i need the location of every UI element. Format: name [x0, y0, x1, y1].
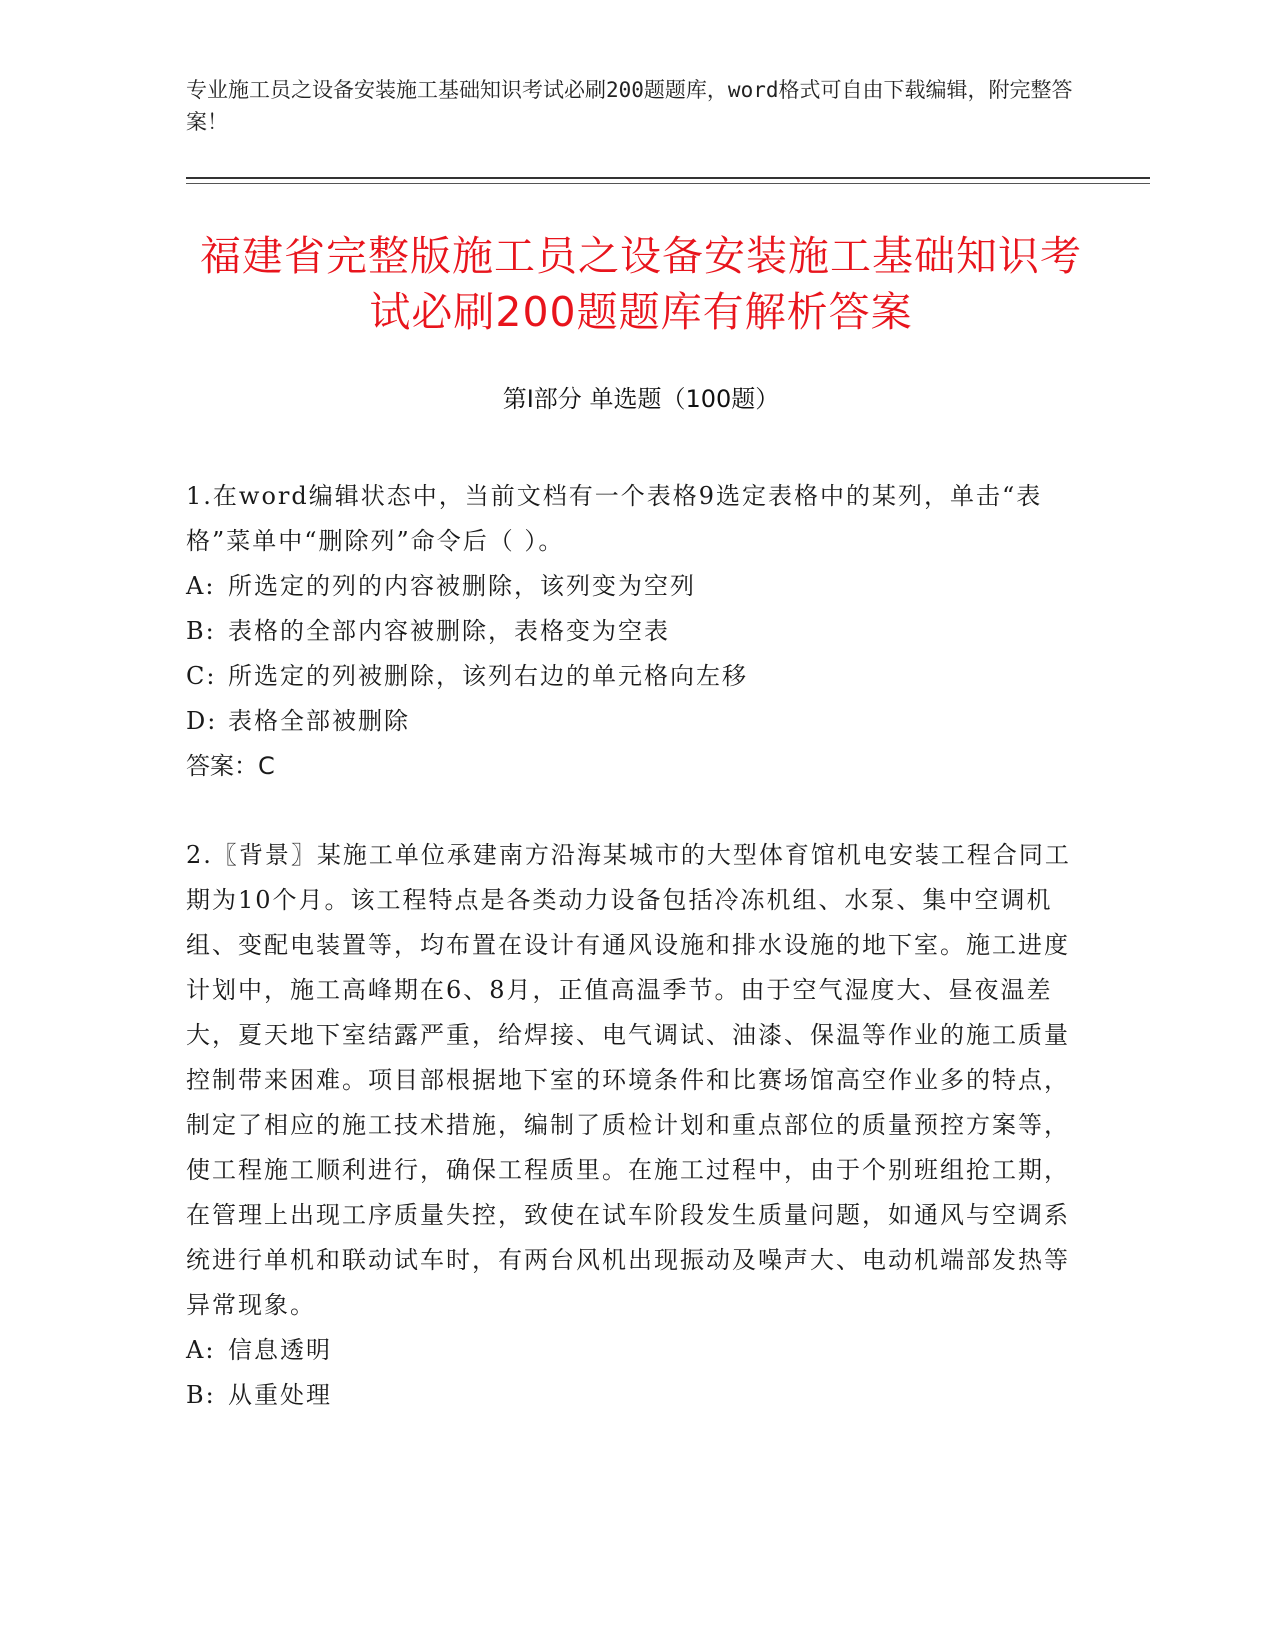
- option-key: A:: [186, 572, 216, 600]
- question-2-stem: 2.〖背景〗某施工单位承建南方沿海某城市的大型体育馆机电安装工程合同工期为10个月。该工程特点是各类动力设备包括冷冻机组、水泵、集中空调机组、变配电装置等，均布置在设计有通风设施和排水设施的地下室。施工进度计划中，施工高峰期在6、8月，正值高温季节。由于空气湿度大、昼夜温差大，夏天地下室结露严重，给焊接、电气调试、油漆、保温等作业的施工质量控制带来困难。项目部根据地下室的环境条件和比赛场馆高空作业多的特点，制定了相应的施工技术措施，编制了质检计划和重点部位的质量预控方案等，使工程施工顺利进行，确保工程质里。在施工过程中，由于个别班组抢工期，在管理上出现工序质量失控，致使在试车阶段发生质量问题，如通风与空调系统进行单机和联动试车时，有两台风机出现振动及噪声大、电动机端部发热等异常现象。: [186, 841, 1071, 1319]
- question-1-option-c: [186, 654, 1076, 699]
- option-text: 所选定的列的内容被删除，该列变为空列: [228, 572, 696, 600]
- question-2: [186, 833, 1076, 1418]
- question-1-option-d: [186, 699, 1076, 744]
- option-key: A:: [186, 1336, 216, 1364]
- question-1-stem: 1.在word编辑状态中，当前文档有一个表格9选定表格中的某列，单击“表格”菜单中“删除列”命令后（ ）。: [186, 482, 1043, 555]
- header-rule-thin: [186, 183, 1150, 184]
- option-text: 信息透明: [228, 1336, 332, 1364]
- option-key: C:: [186, 662, 217, 690]
- option-key: B:: [186, 617, 216, 645]
- question-1: [186, 474, 1076, 789]
- header-rule-thick: [186, 177, 1150, 179]
- question-2-option-b: [186, 1373, 1076, 1418]
- document-title: 福建省完整版施工员之设备安装施工基础知识考试必刷200题题库有解析答案: [200, 232, 1082, 336]
- option-text: 所选定的列被删除，该列右边的单元格向左移: [228, 662, 748, 690]
- option-text: 从重处理: [228, 1381, 332, 1409]
- option-key: B:: [186, 1381, 216, 1409]
- option-text: 表格全部被删除: [228, 707, 410, 735]
- section-title: 第Ⅰ部分 单选题（100题）: [502, 385, 780, 413]
- question-1-option-b: [186, 609, 1076, 654]
- option-key: D:: [186, 707, 218, 735]
- question-2-option-a: [186, 1328, 1076, 1373]
- option-text: 表格的全部内容被删除，表格变为空表: [228, 617, 670, 645]
- question-1-answer: 答案：C: [186, 752, 275, 780]
- question-1-option-a: [186, 564, 1076, 609]
- page-header-note: 专业施工员之设备安装施工基础知识考试必刷200题题库，word格式可自由下载编辑，附完整答案！: [186, 78, 1073, 134]
